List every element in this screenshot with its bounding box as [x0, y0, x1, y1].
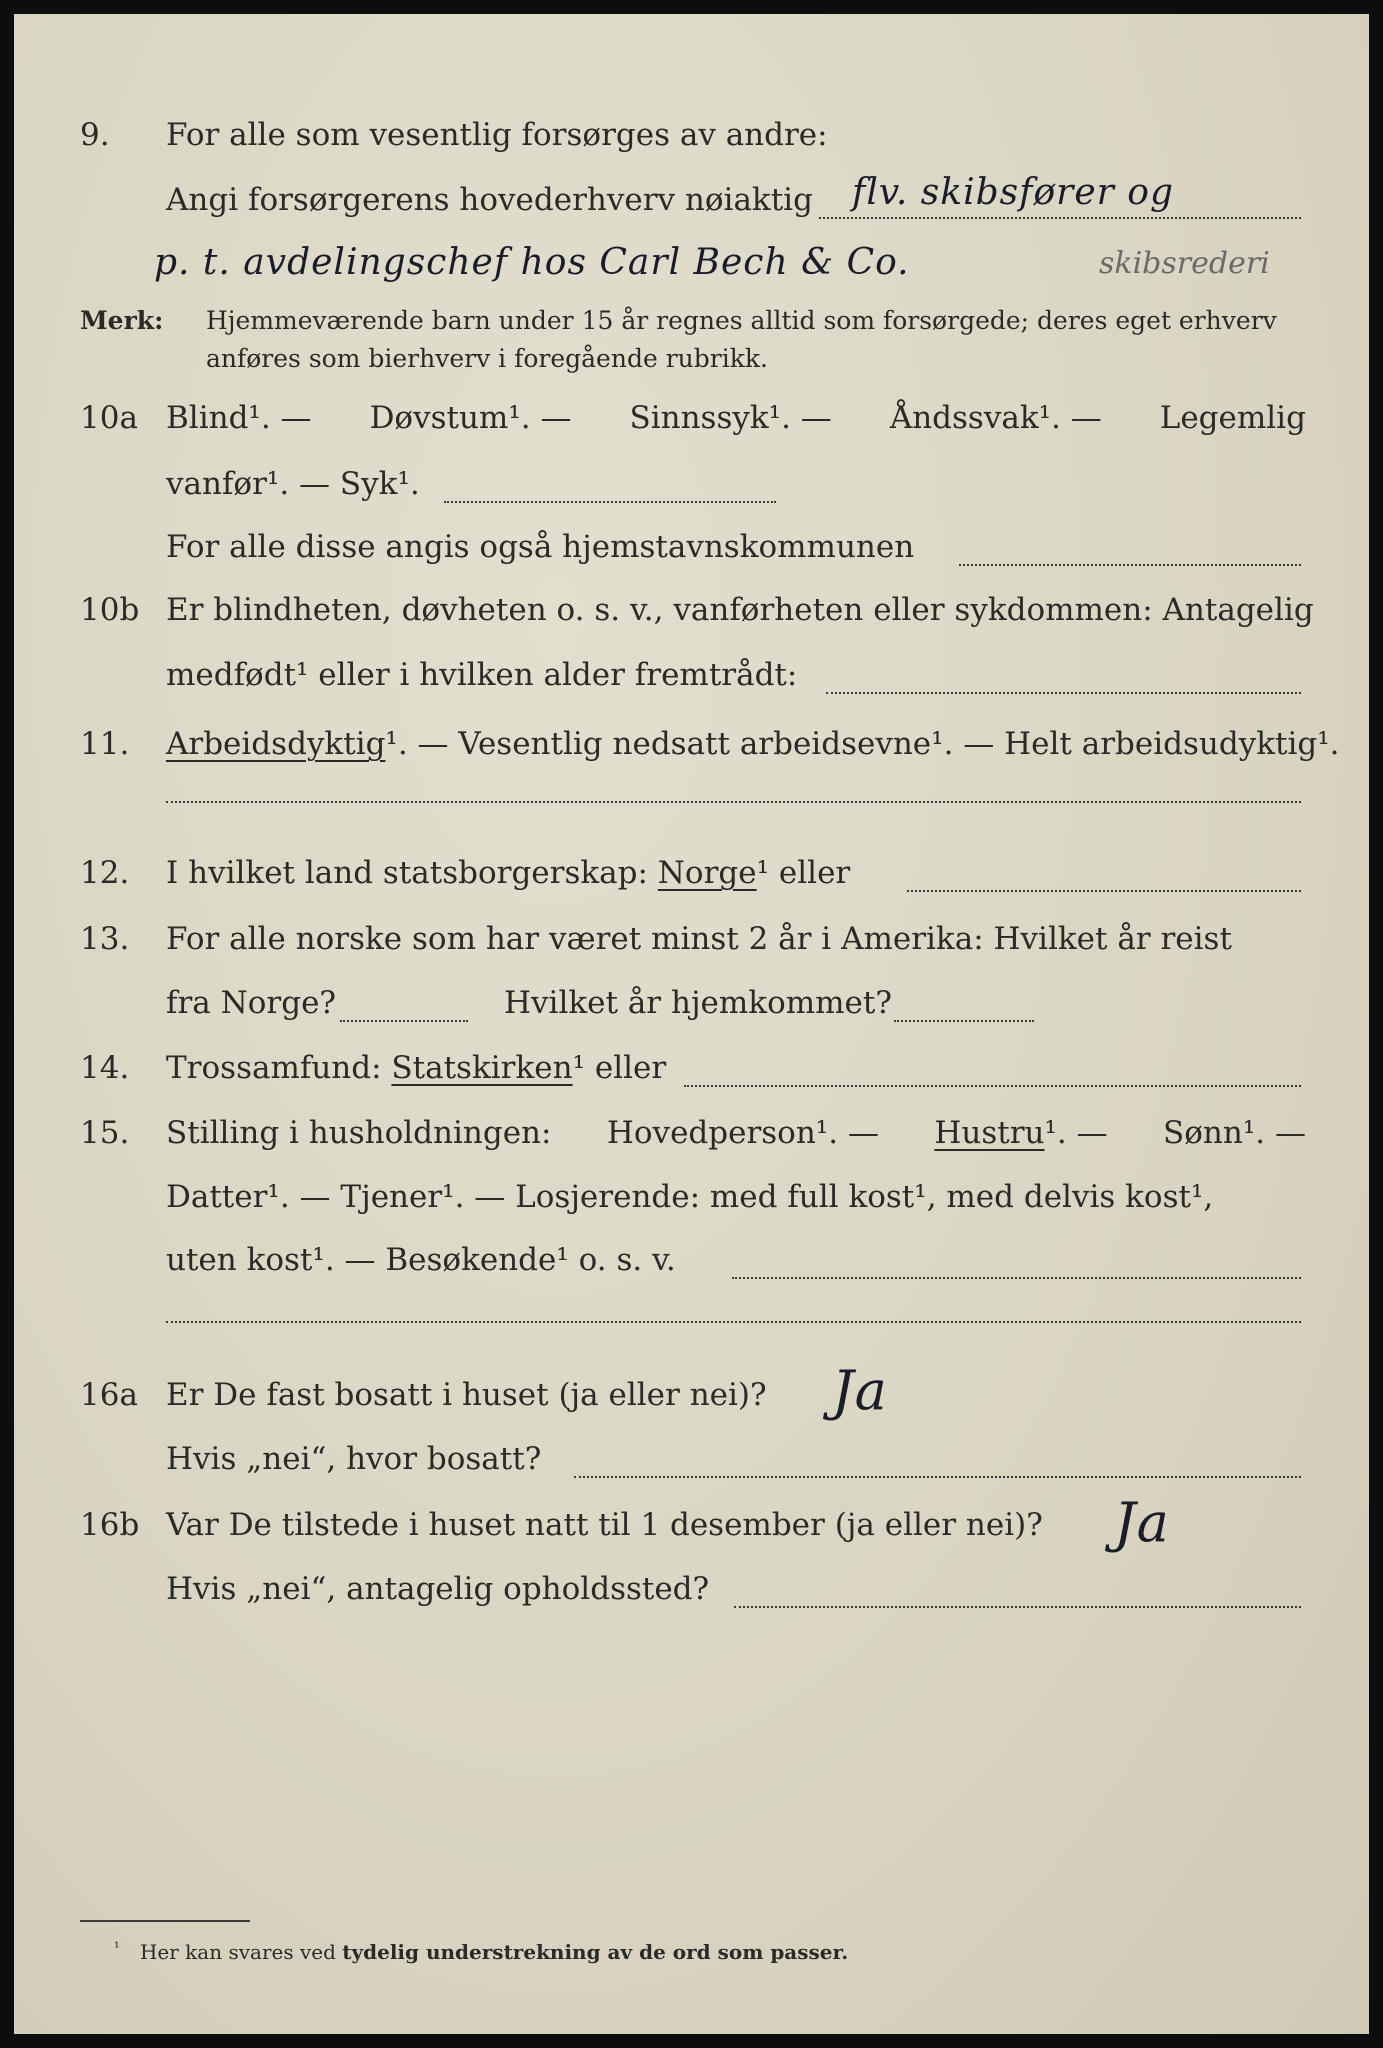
q10b-text: Er blindheten, døvheten o. s. v., vanførheten eller sykdommen: Antagelig [166, 592, 1314, 628]
q14-number: 14. [80, 1050, 130, 1086]
option-hovedperson[interactable]: Hovedperson¹. — [606, 1115, 879, 1151]
q9-text: For alle som vesentlig forsørges av andre: [166, 117, 828, 153]
q10a-vanfor[interactable]: vanfør¹. — Syk¹. [166, 466, 420, 502]
q14-answer-line[interactable] [684, 1084, 1301, 1087]
footnote-rule [80, 1920, 250, 1922]
q9-handwritten-3: skibsrederi [1099, 246, 1270, 281]
q10a-line1 [14, 400, 1369, 460]
option-andssvak[interactable]: Åndssvak¹. — [889, 400, 1102, 436]
option-arbeidsdyktig[interactable]: Arbeidsdyktig [166, 726, 386, 762]
q15-dash: ¹. — [1044, 1115, 1108, 1151]
q14-text [166, 1050, 666, 1086]
q9-line3 [14, 242, 1369, 302]
q16b-handwritten-answer: Ja [1114, 1491, 1170, 1554]
merk-line2: anføres som bierhverv i foregående rubrikk. [206, 344, 768, 373]
q16a-answer-line[interactable] [574, 1475, 1301, 1478]
option-sonn[interactable]: Sønn¹. — [1163, 1115, 1306, 1151]
q13-number: 13. [80, 921, 130, 957]
q10b-alder-label: medfødt¹ eller i hvilken alder fremtrådt: [166, 657, 798, 693]
option-legemlig[interactable]: Legemlig [1159, 400, 1306, 436]
q12-number: 12. [80, 855, 130, 891]
q10b-line1 [14, 592, 1369, 652]
q10b-number: 10b [80, 592, 140, 628]
q16a-number: 16a [80, 1377, 138, 1413]
option-norge[interactable]: Norge [657, 855, 757, 891]
q15-options-1 [166, 1115, 1306, 1151]
q10a-hjemstavn-line[interactable] [959, 563, 1301, 566]
q13-hjemkommet-line[interactable] [894, 1019, 1034, 1022]
merk-note [80, 306, 1277, 335]
q14-line [14, 1050, 1369, 1110]
q12-line [14, 855, 1369, 915]
q16b-answer-line[interactable] [734, 1605, 1301, 1608]
q15-options-2[interactable]: Datter¹. — Tjener¹. — Losjerende: med full kost¹, med delvis kost¹, [166, 1179, 1214, 1215]
footnote-mark: ¹ [114, 1940, 120, 1956]
q15-options-3[interactable]: uten kost¹. — Besøkende¹ o. s. v. [166, 1242, 676, 1278]
merk-line1: Hjemmeværende barn under 15 år regnes alltid som forsørgede; deres eget erhverv [206, 306, 1277, 335]
q16a-bosatt-label: Hvis „nei“, hvor bosatt? [166, 1441, 542, 1477]
q15-line3 [14, 1242, 1369, 1302]
q9-answer-line[interactable] [819, 216, 1301, 219]
option-hustru[interactable]: Hustru [934, 1115, 1045, 1151]
q11-options [166, 726, 1340, 762]
footnote [114, 1940, 848, 1964]
q13-reist-label: fra Norge? [166, 985, 337, 1021]
q16b-line1 [14, 1491, 1369, 1567]
q16a-text: Er De fast bosatt i huset (ja eller nei)? [166, 1377, 767, 1413]
q16a-handwritten-answer: Ja [832, 1359, 888, 1422]
q10a-line2 [14, 466, 1369, 526]
q15-answer-line[interactable] [732, 1276, 1301, 1279]
q9-line2 [14, 172, 1369, 242]
q9-occupation-label: Angi forsørgerens hovederhverv nøiaktig [166, 182, 813, 218]
census-form-page [14, 14, 1369, 2034]
q10b-line2 [14, 657, 1369, 717]
q16b-opholdssted-label: Hvis „nei“, antagelig opholdssted? [166, 1571, 710, 1607]
q15-label: Stilling i husholdningen: [166, 1115, 552, 1151]
q15-extra-line[interactable] [166, 1320, 1301, 1323]
footnote-bold: tydelig understrekning av de ord som passer. [342, 1940, 849, 1964]
merk-label: Merk: [80, 306, 164, 335]
q13-reist-line[interactable] [340, 1019, 468, 1022]
q13-line1 [14, 921, 1369, 981]
q16b-line2 [14, 1571, 1369, 1631]
q12-answer-line[interactable] [907, 889, 1301, 892]
option-hustru-group [934, 1115, 1107, 1151]
q11-number: 11. [80, 726, 130, 762]
q14-eller: ¹ eller [572, 1050, 667, 1086]
q9-number: 9. [80, 117, 110, 153]
q12-label: I hvilket land statsborgerskap: [166, 855, 648, 891]
q16b-text: Var De tilstede i huset natt til 1 desember (ja eller nei)? [166, 1507, 1043, 1543]
q13-hjemkommet-label: Hvilket år hjemkommet? [504, 985, 892, 1021]
q9-line1 [14, 117, 1369, 177]
q12-eller: ¹ eller [756, 855, 851, 891]
q11-answer-line[interactable] [166, 800, 1301, 803]
q10a-options [166, 400, 1306, 436]
q15-line2 [14, 1179, 1369, 1239]
q13-line2 [14, 985, 1369, 1045]
q9-handwritten-1: flv. skibsfører og [852, 172, 1174, 213]
q15-number: 15. [80, 1115, 130, 1151]
q11-line [14, 726, 1369, 786]
option-dovstum[interactable]: Døvstum¹. — [369, 400, 572, 436]
option-sinnssyk[interactable]: Sinnssyk¹. — [629, 400, 832, 436]
q12-text [166, 855, 850, 891]
q10b-answer-line[interactable] [826, 691, 1301, 694]
option-blind[interactable]: Blind¹. — [166, 400, 312, 436]
q15-line1 [14, 1115, 1369, 1175]
q16b-number: 16b [80, 1507, 140, 1543]
q13-text: For alle norske som har været minst 2 år i Amerika: Hvilket år reist [166, 921, 1232, 957]
q16a-line1 [14, 1359, 1369, 1437]
q9-handwritten-2: p. t. avdelingschef hos Carl Bech & Co. [154, 242, 910, 283]
option-statskirken[interactable]: Statskirken [391, 1050, 573, 1086]
q10a-hjemstavn-label: For alle disse angis også hjemstavnskommunen [166, 529, 915, 565]
q10a-number: 10a [80, 400, 138, 436]
q11-rest[interactable]: ¹. — Vesentlig nedsatt arbeidsevne¹. — Helt arbeidsudyktig¹. [385, 726, 1340, 762]
q14-label: Trossamfund: [166, 1050, 382, 1086]
footnote-text: Her kan svares ved [139, 1940, 336, 1964]
q10a-answer-line[interactable] [444, 500, 776, 503]
q10a-line3 [14, 529, 1369, 589]
